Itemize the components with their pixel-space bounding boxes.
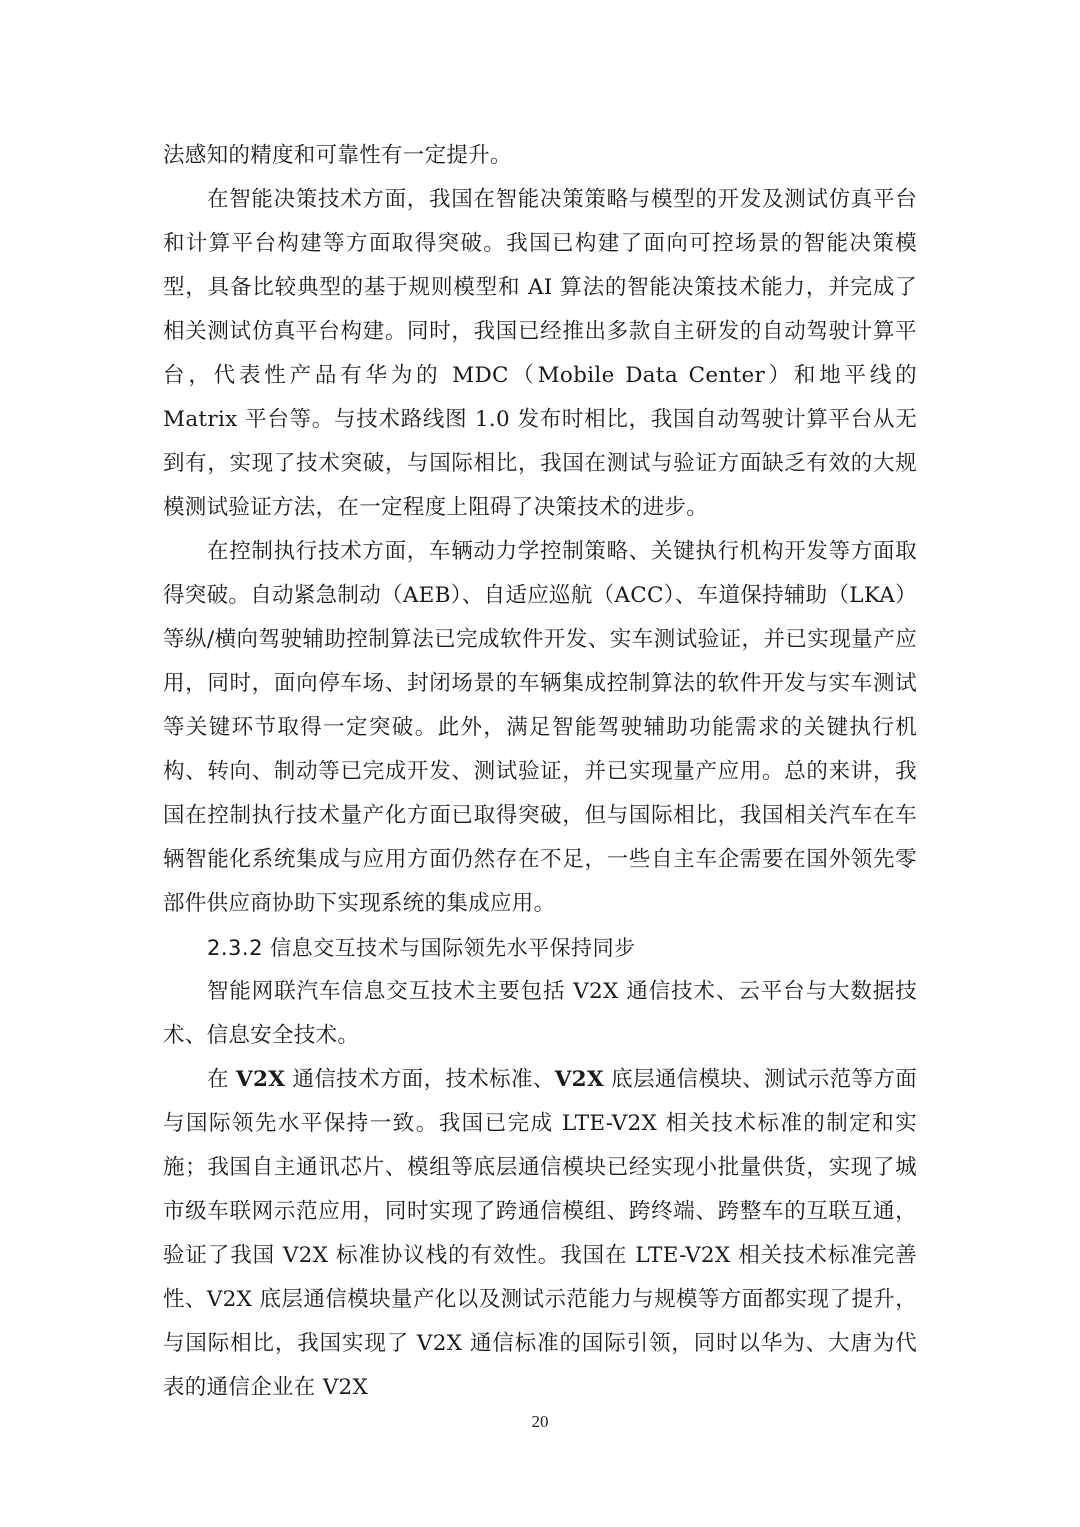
paragraph-continuation: 法感知的精度和可靠性有一定提升。 bbox=[163, 143, 512, 168]
section-heading: 2.3.2 信息交互技术与国际领先水平保持同步 bbox=[207, 936, 636, 960]
v2x-bold-term-2: V2X bbox=[554, 1067, 604, 1092]
page-number: 20 bbox=[531, 1412, 549, 1431]
v2x-lead: 在 bbox=[207, 1067, 237, 1092]
v2x-rest: 底层通信模块、测试示范等方面与国际领先水平保持一致。我国已完成 LTE-V2X 相关技术标准的制定和实施；我国自主通讯芯片、模组等底层通信模块已经实现小批量供货，实现了城市级车联网示范应用，同时实现了跨通信模组、跨终端、跨整车的互联互通，验证了我国 V2X 标准协议栈的有效性。我国在 LTE-V2X 相关技术标准完善性、V2X 底层通信模块量产化以及测试示范能力与规模等方面都实现了提升，与国际相比，我国实现了 V2X 通信标准的国际引领，同时以华为、大唐为代表的通信企业在 V2X bbox=[163, 1067, 917, 1400]
paragraph-control-tech: 在控制执行技术方面，车辆动力学控制策略、关键执行机构开发等方面取得突破。自动紧急制动（AEB）、自适应巡航（ACC）、车道保持辅助（LKA）等纵/横向驾驶辅助控制算法已完成软件开发、实车测试验证，并已实现量产应用，同时，面向停车场、封闭场景的车辆集成控制算法的软件开发与实车测试等关键环节取得一定突破。此外，满足智能驾驶辅助功能需求的关键执行机构、转向、制动等已完成开发、测试验证，并已实现量产应用。总的来讲，我国在控制执行技术量产化方面已取得突破，但与国际相比，我国相关汽车在车辆智能化系统集成与应用方面仍然存在不足，一些自主车企需要在国外领先零部件供应商协助下实现系统的集成应用。 bbox=[163, 539, 917, 916]
paragraph-info-interaction: 智能网联汽车信息交互技术主要包括 V2X 通信技术、云平台与大数据技术、信息安全技术。 bbox=[163, 979, 917, 1048]
v2x-mid: 通信技术方面，技术标准、 bbox=[285, 1067, 555, 1092]
document-page bbox=[163, 134, 917, 1410]
paragraph-decision-tech: 在智能决策技术方面，我国在智能决策策略与模型的开发及测试仿真平台和计算平台构建等方面取得突破。我国已构建了面向可控场景的智能决策模型，具备比较典型的基于规则模型和 AI 算法的智能决策技术能力，并完成了相关测试仿真平台构建。同时，我国已经推出多款自主研发的自动驾驶计算平台，代表性产品有华为的 MDC（Mobile Data Center）和地平线的 Matrix 平台等。与技术路线图 1.0 发布时相比，我国自动驾驶计算平台从无到有，实现了技术突破，与国际相比，我国在测试与验证方面缺乏有效的大规模测试验证方法，在一定程度上阻碍了决策技术的进步。 bbox=[163, 187, 917, 520]
v2x-bold-term: V2X bbox=[236, 1067, 286, 1092]
paragraph-v2x bbox=[163, 1058, 917, 1410]
